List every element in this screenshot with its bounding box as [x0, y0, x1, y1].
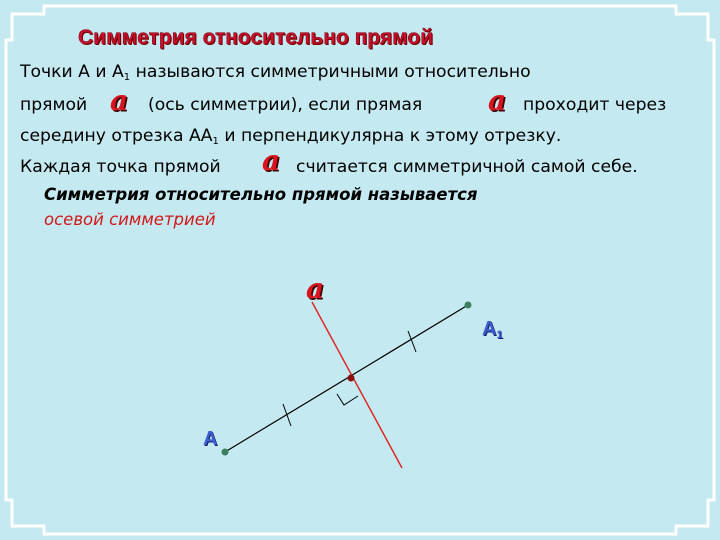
axis-line	[312, 302, 402, 468]
page-title: Симметрия относительно прямой	[78, 26, 434, 49]
paragraph-line-4: Каждая точка прямой	[20, 157, 221, 177]
right-angle-mark	[337, 394, 358, 405]
definition-line-2: осевой симметрией	[44, 210, 216, 229]
tick-mark-2	[408, 331, 416, 352]
axis-symbol-2: a	[488, 84, 507, 117]
paragraph-line-1: Точки А и $А_1$ называются симметричными относительно	[20, 62, 531, 83]
paragraph-line-2-mid: (ось симметрии), если прямая	[148, 95, 423, 115]
paragraph-line-3: середину отрезка $АА_1$ и перпендикулярна к этому отрезку.	[20, 126, 562, 147]
axis-line-label: a	[306, 272, 325, 305]
point-a1-dot	[465, 302, 472, 309]
tick-mark-1	[283, 404, 291, 426]
segment-aa1	[225, 305, 468, 452]
axis-symbol-3: a	[262, 144, 281, 177]
point-a-label: А	[203, 428, 218, 450]
point-a1-label: $А_1$	[482, 318, 503, 341]
point-a-dot	[222, 449, 229, 456]
paragraph-line-4-end: считается симметричной самой себе.	[296, 157, 638, 177]
axis-symbol-1: a	[110, 84, 129, 117]
paragraph-line-2: прямой	[20, 95, 88, 115]
midpoint-dot	[348, 375, 355, 382]
definition-line-1: Симметрия относительно прямой называется	[44, 185, 478, 204]
paragraph-line-2-end: проходит через	[523, 95, 667, 115]
